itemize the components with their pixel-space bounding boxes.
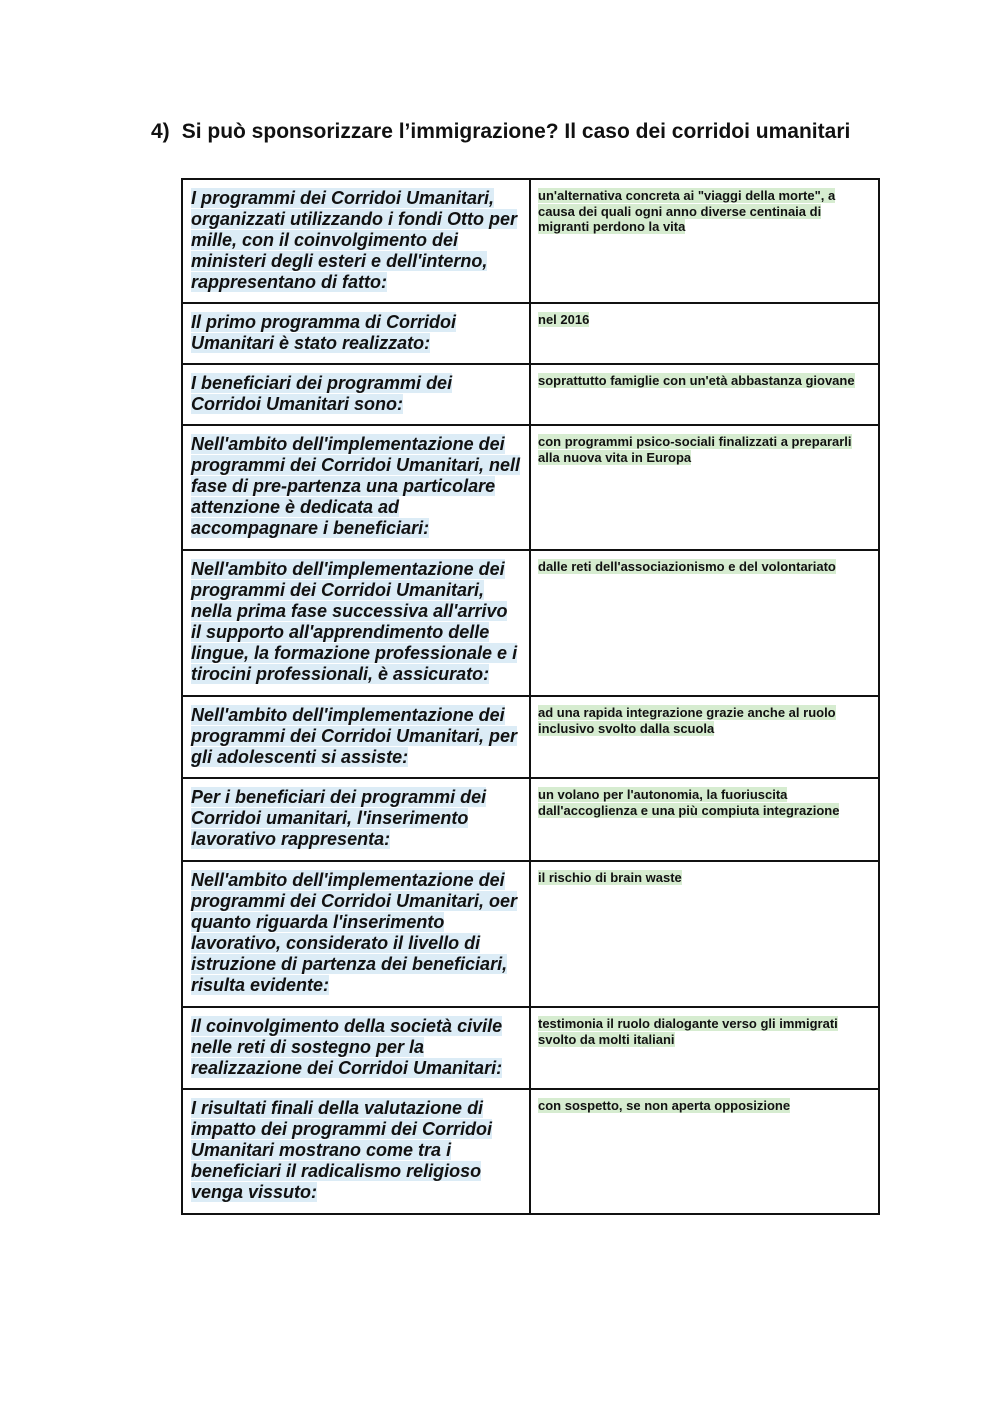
answer-text: con programmi psico-sociali finalizzati a prepararli alla nuova vita in Europa [538,434,852,465]
answer-text: testimonia il ruolo dialogante verso gli immigrati svolto da molti italiani [538,1016,838,1047]
question-cell [182,179,530,303]
answer-cell [530,1089,879,1214]
table-row [182,425,879,550]
question-text: Nell'ambito dell'implementazione dei programmi dei Corridoi Umanitari, oer quanto riguarda l'inserimento lavorativo, considerato il livello di istruzione di partenza dei beneficiari, risulta evidente: [191,870,518,995]
section-title: Si può sponsorizzare l’immigrazione? Il caso dei corridoi umanitari [181,120,851,143]
answer-cell [530,696,879,778]
question-cell [182,364,530,425]
answer-text: un'alternativa concreta ai "viaggi della morte", a causa dei quali ogni anno diverse centinaia di migranti perdono la vita [538,188,836,234]
question-text: Nell'ambito dell'implementazione dei programmi dei Corridoi Umanitari, per gli adolescenti si assiste: [191,705,518,767]
table-row [182,303,879,364]
question-text: Per i beneficiari dei programmi dei Corridoi umanitari, l'inserimento lavorativo rappresenta: [191,787,487,849]
question-cell [182,1007,530,1089]
answer-text: soprattutto famiglie con un'età abbastanza giovane [538,373,855,388]
table-row [182,778,879,861]
table-row [182,550,879,696]
question-cell [182,861,530,1007]
question-text: Nell'ambito dell'implementazione dei programmi dei Corridoi Umanitari, nella prima fase successiva all'arrivo il supporto all'apprendimento delle lingue, la formazione professionale e i tirocini professionali, è assicurato: [191,559,518,684]
qa-table [181,178,880,1215]
answer-text: con sospetto, se non aperta opposizione [538,1098,791,1113]
answer-cell [530,303,879,364]
answer-text: un volano per l'autonomia, la fuoriuscita dall'accoglienza e una più compiuta integrazione [538,787,840,818]
section-number: 4) [151,120,170,143]
question-text: I beneficiari dei programmi dei Corridoi Umanitari sono: [191,373,453,414]
table-row [182,696,879,778]
answer-cell [530,550,879,696]
answer-cell [530,364,879,425]
answer-cell [530,1007,879,1089]
question-text: Nell'ambito dell'implementazione dei programmi dei Corridoi Umanitari, nell fase di pre-partenza una particolare attenzione è dedicata ad accompagnare i beneficiari: [191,434,521,538]
table-row [182,861,879,1007]
question-text: Il primo programma di Corridoi Umanitari è stato realizzato: [191,312,457,353]
answer-cell [530,425,879,550]
question-text: Il coinvolgimento della società civile nelle reti di sostegno per la realizzazione dei Corridoi Umanitari: [191,1016,503,1078]
answer-text: ad una rapida integrazione grazie anche al ruolo inclusivo svolto dalla scuola [538,705,836,736]
question-text: I risultati finali della valutazione di impatto dei programmi dei Corridoi Umanitari mostrano come tra i beneficiari il radicalismo religioso venga vissuto: [191,1098,493,1202]
answer-text: dalle reti dell'associazionismo e del volontariato [538,559,836,574]
table-row [182,179,879,303]
question-cell [182,1089,530,1214]
table-row [182,1089,879,1214]
answer-cell [530,778,879,861]
question-cell [182,303,530,364]
table-row [182,1007,879,1089]
answer-cell [530,861,879,1007]
question-text: I programmi dei Corridoi Umanitari, organizzati utilizzando i fondi Otto per mille, con il coinvolgimento dei ministeri degli esteri e dell'interno, rappresentano di fatto: [191,188,517,292]
answer-cell [530,179,879,303]
question-cell [182,550,530,696]
question-cell [182,696,530,778]
answer-text: nel 2016 [538,312,590,327]
question-cell [182,778,530,861]
question-cell [182,425,530,550]
table-row [182,364,879,425]
page-title [151,120,850,144]
answer-text: il rischio di brain waste [538,870,682,885]
